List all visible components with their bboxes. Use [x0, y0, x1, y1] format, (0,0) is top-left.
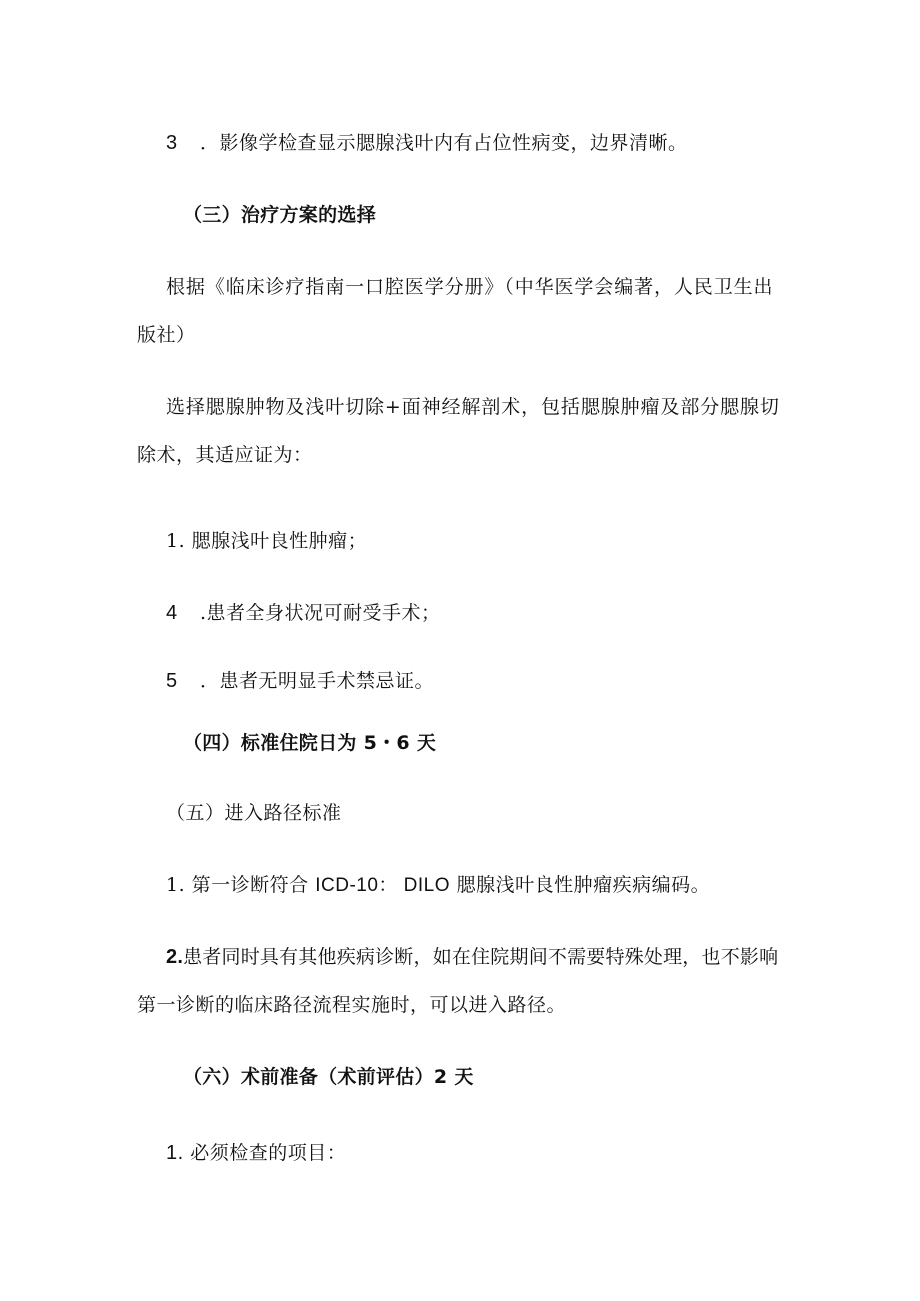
list-item-tolerate-surgery	[166, 598, 441, 628]
section-heading-treatment: （三）治疗方案的选择	[183, 204, 377, 226]
paragraph-surgery-line1: 选择腮腺肿物及浅叶切除+面神经解剖术，包括腮腺肿瘤及部分腮腺切	[166, 396, 780, 418]
paragraph-prefix: 1. 第一诊断符合	[166, 874, 316, 896]
paragraph-guideline-line2: 版社）	[137, 324, 196, 346]
paragraph-diagnosis-code	[166, 870, 710, 901]
paragraph-comorbidity-line2: 第一诊断的临床路径流程实施时，可以进入路径。	[137, 994, 567, 1016]
item-number: 2.	[166, 946, 184, 968]
item-number: 3	[166, 132, 178, 154]
icd-code: ICD-10： DILO	[315, 875, 451, 896]
paragraph-suffix: 腮腺浅叶良性肿瘤疾病编码。	[450, 874, 711, 896]
list-item-no-contraindication	[166, 666, 434, 696]
paragraph-surgery-line2: 除术，其适应证为：	[137, 444, 313, 466]
item-text: ．患者无明显手术禁忌证。	[200, 670, 435, 692]
item-text: .患者全身状况可耐受手术；	[200, 602, 441, 624]
paragraph-text: 患者同时具有其他疾病诊断，如在住院期间不需要特殊处理，也不影响	[183, 946, 779, 968]
paragraph-text: ．影像学检查显示腮腺浅叶内有占位性病变，边界清晰。	[200, 132, 688, 154]
section-heading-hospital-stay: （四）标准住院日为 5・6 天	[183, 732, 437, 754]
paragraph-text: 必须检查的项目：	[183, 1142, 347, 1164]
section-heading-entry-criteria: （五）进入路径标准	[166, 802, 342, 824]
item-number: 1.	[166, 1142, 184, 1164]
item-number: 5	[166, 670, 178, 692]
paragraph-comorbidity-line1	[166, 942, 778, 972]
list-item-benign-tumor: 1. 腮腺浅叶良性肿瘤；	[166, 530, 368, 552]
section-heading-preop: （六）术前准备（术前评估）2 天	[183, 1066, 474, 1088]
item-number: 4	[166, 602, 178, 624]
paragraph-guideline-line1: 根据《临床诊疗指南一口腔医学分册》（中华医学会编著，人民卫生出	[166, 276, 774, 298]
paragraph-required-tests	[166, 1138, 346, 1168]
paragraph-imaging	[166, 128, 688, 158]
